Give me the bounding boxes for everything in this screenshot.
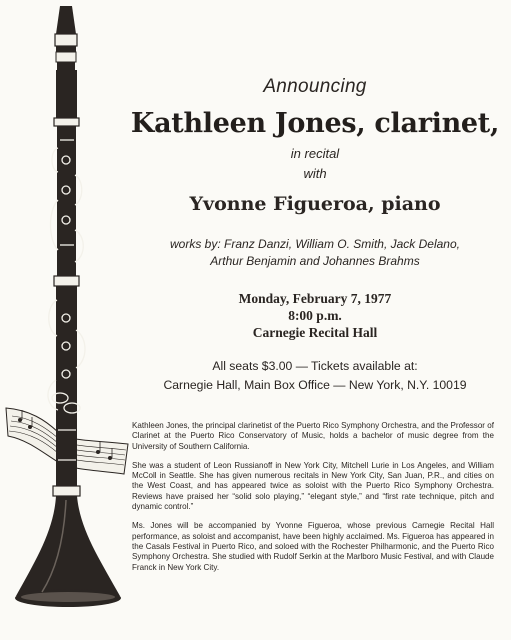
bio-paragraph-3: Ms. Jones will be accompanied by Yvonne Figueroa, whose previous Carnegie Recital Hall performance, as soloist and accompanist, have been highly acclaimed. Ms. Figueroa has appeared in the Casals Festival in Puerto Rico, and soloed with the Rochester Philharmonic, and the Puerto Rico Symphony Orchestra. She studied with Rudolf Serkin at the Marlboro Music Festival, and with Claude Franck in New York City. bbox=[132, 521, 494, 572]
works-line-2: Arthur Benjamin and Johannes Brahms bbox=[210, 254, 420, 268]
with-text: with bbox=[303, 166, 327, 181]
bio-paragraph-2: She was a student of Leon Russianoff in New York City, Mitchell Lurie in Los Angeles, and William McColl in Seattle. She has given numerous recitals in New York City, San Juan, P.R., and cities on the West Coast, and has appeared twice as soloist with the Puerto Rico Symphony Orchestra. Reviews have praised her “solid solo playing,” “elegant style,” and “first rate technique, pitch and dynamic control.” bbox=[132, 460, 494, 512]
accompanist-headline: Yvonne Figueroa, piano bbox=[189, 193, 441, 215]
bell-icon bbox=[16, 496, 120, 596]
bell-ring-icon bbox=[53, 486, 80, 496]
event-date: Monday, February 7, 1977 bbox=[238, 291, 392, 306]
biography bbox=[132, 421, 494, 582]
mouthpiece-icon bbox=[55, 6, 77, 70]
barrel-icon bbox=[56, 70, 77, 118]
bio-paragraph-1: Kathleen Jones, the principal clarinetist of the Puerto Rico Symphony Orchestra, and the Professor of Clarinet at the Puerto Rico Conservatory of Music, holds a bachelor of music degree from the University of Southern California. bbox=[132, 421, 494, 451]
event-details bbox=[120, 290, 510, 341]
ticket-info bbox=[120, 357, 510, 395]
ring-icon bbox=[54, 118, 79, 126]
in-recital-text: in recital bbox=[290, 146, 340, 161]
performer-headline: Kathleen Jones, clarinet, bbox=[130, 108, 500, 139]
ticket-location: Carnegie Hall, Main Box Office — New York, N.Y. 10019 bbox=[163, 378, 467, 392]
ticket-price: All seats $3.00 — Tickets available at: bbox=[212, 359, 418, 373]
announcing-lead: Announcing bbox=[263, 76, 367, 97]
event-time: 8:00 p.m. bbox=[288, 308, 342, 323]
works-list bbox=[120, 236, 510, 270]
upper-joint-icon bbox=[57, 126, 76, 276]
event-venue: Carnegie Recital Hall bbox=[252, 325, 378, 340]
tenon-ring-icon bbox=[54, 276, 79, 286]
works-line-1: works by: Franz Danzi, William O. Smith, Jack Delano, bbox=[170, 237, 460, 251]
lower-joint-icon bbox=[56, 286, 77, 486]
